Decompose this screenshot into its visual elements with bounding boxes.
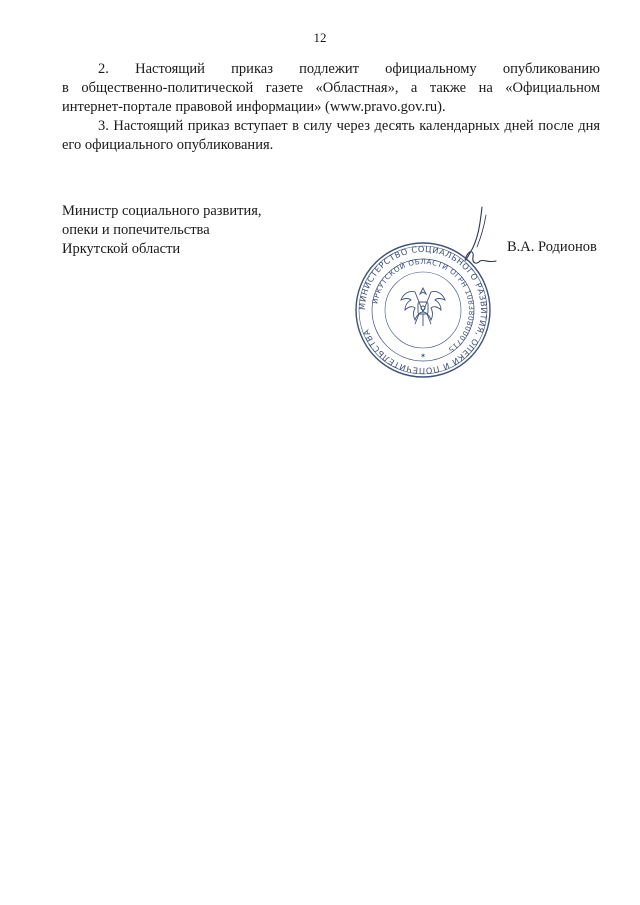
signatory-name: В.А. Родионов [507,239,597,255]
signatory-position-line-2: опеки и попечительства [62,222,210,238]
seal-outer-text: МИНИСТЕРСТВО СОЦИАЛЬНОГО РАЗВИТИЯ, ОПЕКИ И ПОПЕЧИТЕЛЬСТВА [356,243,490,377]
document-body [62,60,600,155]
paragraph-2 [62,60,600,117]
paragraph-3: 3. Настоящий приказ вступает в силу через десять календарных дней после дня его официального опубликования. [62,118,600,153]
seal-star-icon: ✶ [420,352,426,360]
paragraph-2-first-line: 2. Настоящий приказ подлежит официальному опубликованию [98,61,600,77]
signatory-position-line-1: Министр социального развития, [62,203,262,219]
seal-inner-text: ИРКУТСКОЙ ОБЛАСТИ ОГРН 1083808000715 [370,256,477,355]
signatory-position-line-3: Иркутской области [62,241,181,257]
coat-of-arms-icon [401,288,445,326]
official-seal-stamp [353,240,493,380]
page-number: 12 [313,30,327,45]
signatory-position [62,202,262,259]
paragraph-2-rest: в общественно-политической газете «Областная», а также на «Официальном интернет-портале правовой информации» (www.pravo.gov.ru). [62,80,600,115]
